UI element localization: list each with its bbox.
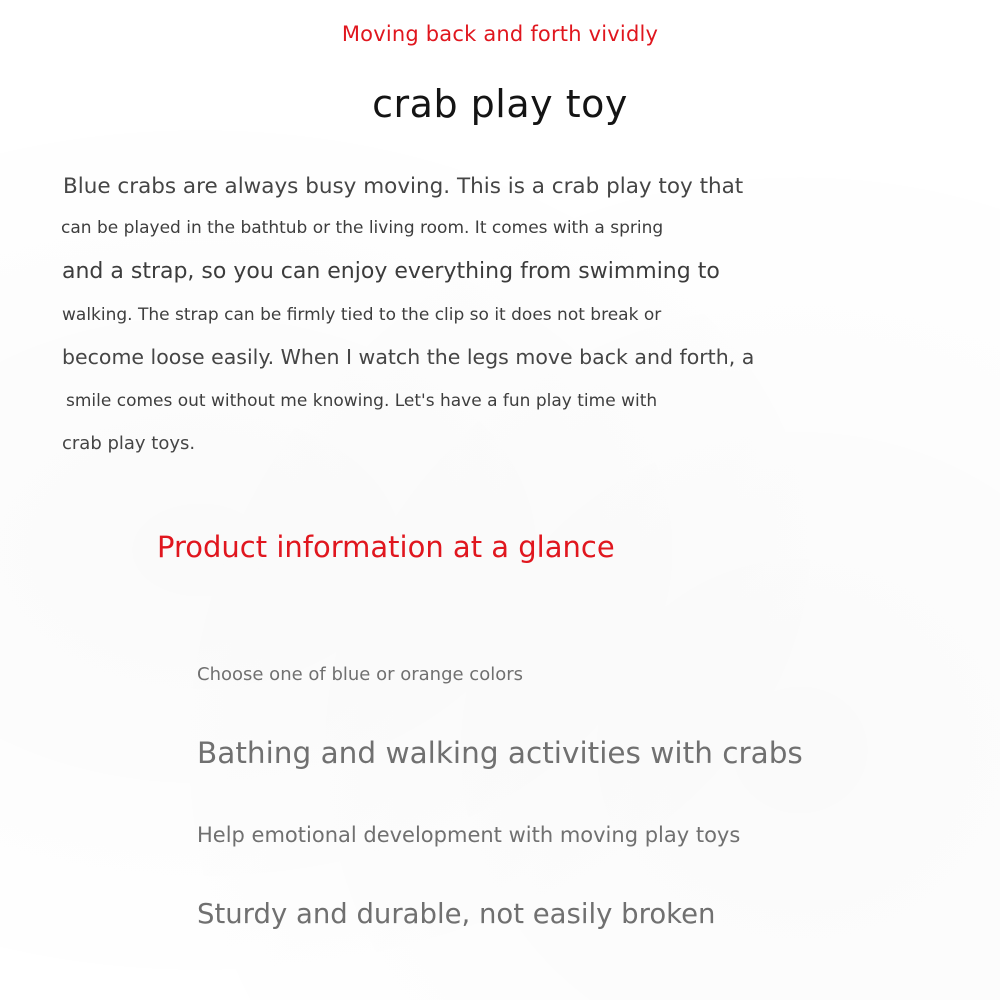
tagline: Moving back and forth vividly xyxy=(341,22,659,46)
description-line: walking. The strap can be firmly tied to the clip so it does not break or xyxy=(62,305,662,325)
feature-item-durability: Sturdy and durable, not easily broken xyxy=(197,898,716,930)
description-line: Blue crabs are always busy moving. This is a crab play toy that xyxy=(63,174,744,199)
description-line: smile comes out without me knowing. Let's have a fun play time with xyxy=(66,391,658,411)
description-line: become loose easily. When I watch the legs move back and forth, a xyxy=(62,345,755,369)
product-title: crab play toy xyxy=(372,82,628,126)
description-line: and a strap, so you can enjoy everything from swimming to xyxy=(62,259,720,284)
feature-item-colors: Choose one of blue or orange colors xyxy=(197,664,524,685)
product-info-heading: Product information at a glance xyxy=(157,530,615,564)
feature-item-activities: Bathing and walking activities with crabs xyxy=(197,736,803,770)
description-line: can be played in the bathtub or the living room. It comes with a spring xyxy=(61,218,664,238)
description-line: crab play toys. xyxy=(62,433,196,454)
feature-item-development: Help emotional development with moving play toys xyxy=(197,823,741,847)
